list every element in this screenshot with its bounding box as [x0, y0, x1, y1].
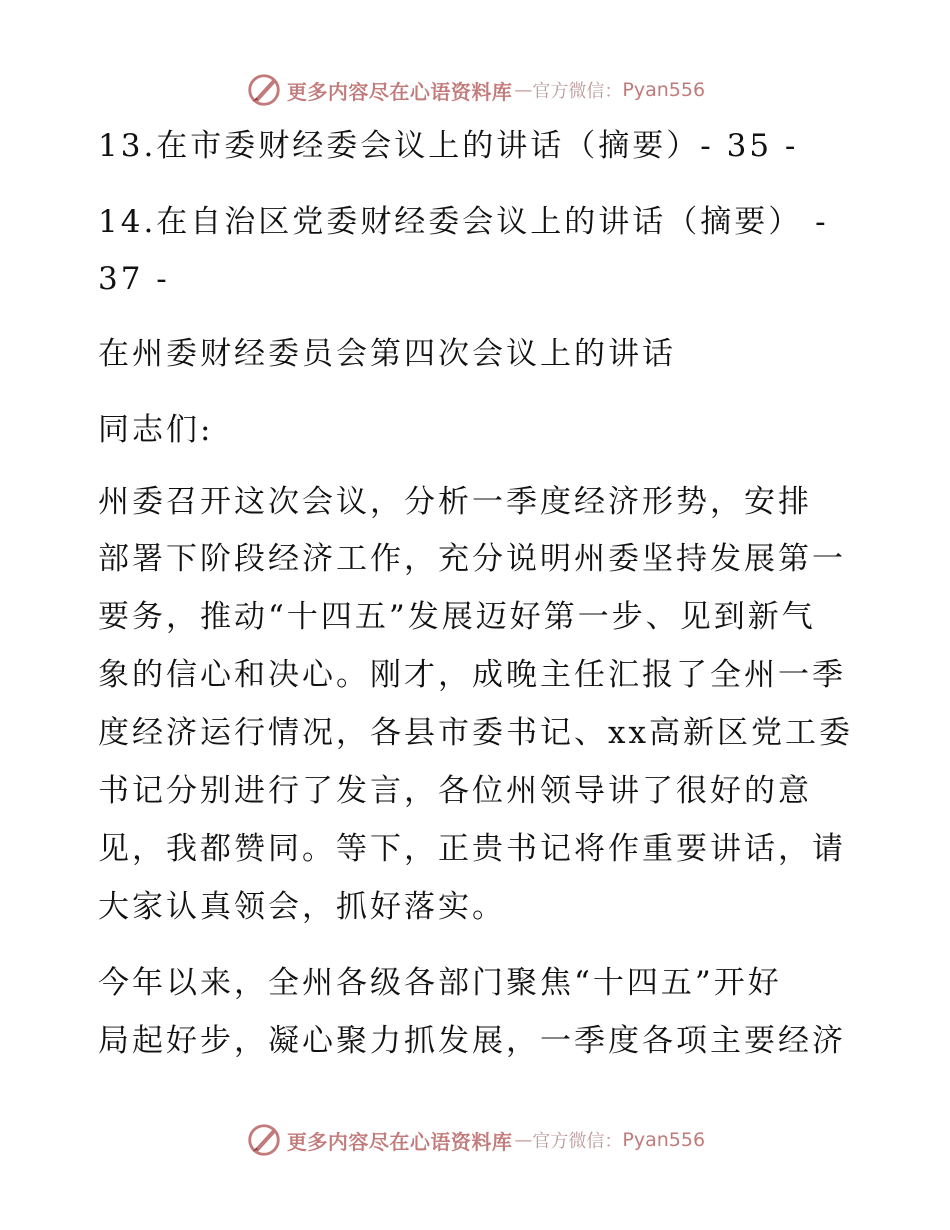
- paragraph-1-line-1: 州委召开这次会议，分析一季度经济形势，安排: [98, 484, 812, 520]
- logo-icon: [245, 1121, 283, 1159]
- paragraph-2-line-1: 今年以来，全州各级各部门聚焦“十四五”开好: [98, 965, 782, 1001]
- toc-line-13: 13.在市委财经委会议上的讲话（摘要）- 35 -: [98, 128, 799, 164]
- watermark-main-text: 更多内容尽在心语资料库: [286, 79, 513, 104]
- paragraph-1-line-7: 见，我都赞同。等下，正贵书记将作重要讲话，请: [98, 831, 846, 867]
- paragraph-2-line-2: 局起好步，凝心聚力抓发展，一季度各项主要经济: [98, 1023, 846, 1059]
- paragraph-1-line-3: 要务，推动“十四五”发展迈好第一步、见到新气: [98, 599, 816, 635]
- watermark-main-text: 更多内容尽在心语资料库: [286, 1129, 513, 1154]
- logo-icon: [245, 71, 283, 109]
- paragraph-1-line-2: 部署下阶段经济工作，充分说明州委坚持发展第一: [98, 541, 846, 577]
- header-watermark: [0, 70, 950, 110]
- watermark-wechat-label: 官方微信：: [532, 1131, 623, 1152]
- speech-title: 在州委财经委员会第四次会议上的讲话: [98, 336, 676, 372]
- watermark-separator: —: [514, 1129, 533, 1151]
- watermark-wechat-label: 官方微信：: [532, 81, 623, 102]
- toc-line-14: 14.在自治区党委财经委会议上的讲话（摘要） -: [98, 204, 829, 240]
- toc-line-14-cont: 37 -: [98, 261, 170, 297]
- footer-watermark: [0, 1120, 950, 1160]
- watermark-wechat-id: Pyan556: [622, 79, 706, 101]
- paragraph-1-line-8: 大家认真领会，抓好落实。: [98, 889, 506, 925]
- paragraph-1-line-6: 书记分别进行了发言，各位州领导讲了很好的意: [98, 773, 812, 809]
- watermark-wechat-id: Pyan556: [622, 1129, 706, 1151]
- paragraph-1-line-5: 度经济运行情况，各县市委书记、xx高新区党工委: [98, 715, 853, 751]
- watermark-separator: —: [514, 79, 533, 101]
- paragraph-1-line-4: 象的信心和决心。刚才，成晚主任汇报了全州一季: [98, 657, 846, 693]
- salutation: 同志们:: [98, 412, 214, 448]
